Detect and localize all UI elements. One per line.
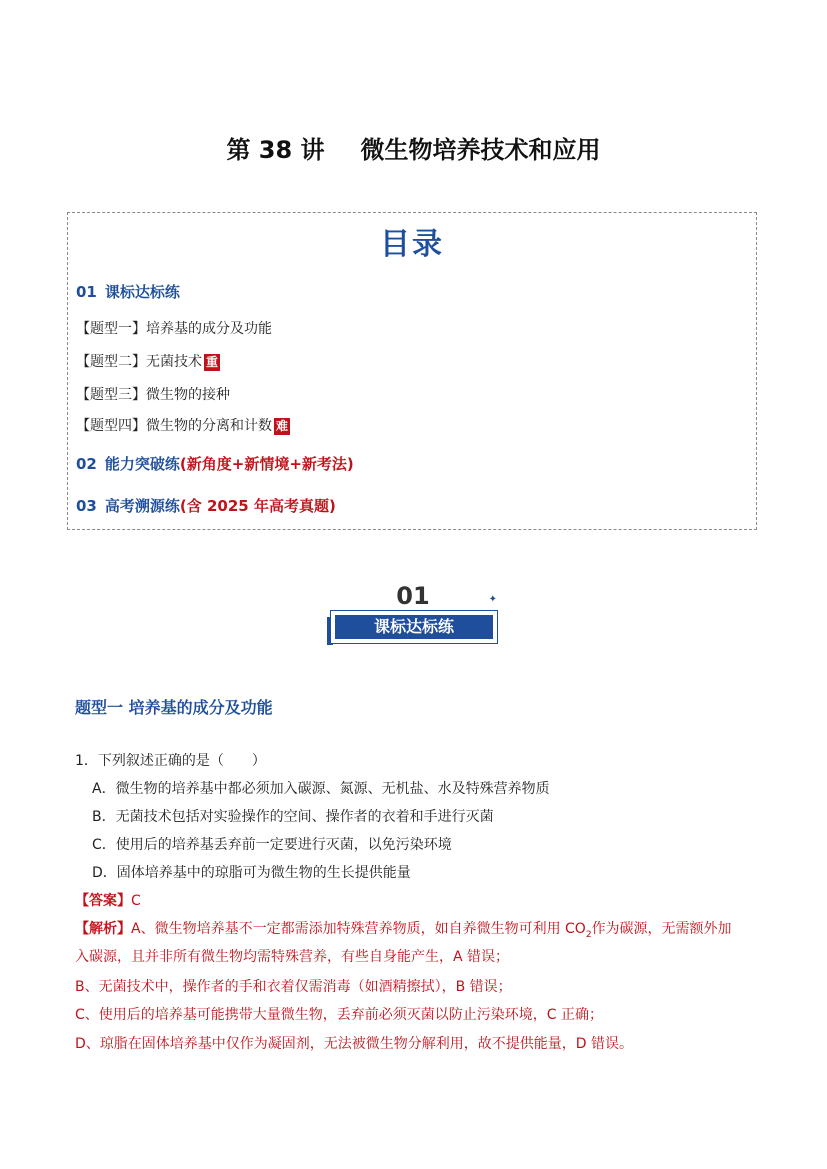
toc-section-2-label: 能力突破练 [104, 455, 180, 473]
toc-section-3-note: (含 2025 年高考真题) [179, 497, 336, 515]
analysis-line-2: 入碳源，且并非所有微生物均需特殊营养，有些自身能产生，A 错误； [75, 949, 510, 965]
toc-section-2-note: (新角度+新情境+新考法) [179, 455, 354, 473]
toc-item-label: 【题型三】微生物的接种 [76, 387, 230, 403]
sparkle-icon: ✦ [488, 594, 497, 605]
analysis-line-4: C、使用后的培养基可能携带大量微生物，丢弃前必须灭菌以防止污染环境，C 正确； [75, 1007, 603, 1023]
analysis-line-3: B、无菌技术中，操作者的手和衣着仅需消毒（如酒精擦拭），B 错误； [75, 979, 512, 995]
toc-item-1[interactable] [76, 318, 272, 338]
answer-value: C [131, 893, 141, 909]
toc-heading: 目录 [380, 227, 444, 262]
option-a: A．微生物的培养基中都必须加入碳源、氮源、无机盐、水及特殊营养物质 [92, 781, 550, 797]
section-badge-label: 课标达标练 [335, 615, 493, 639]
toc-section-1[interactable] [76, 281, 180, 302]
toc-item-label: 【题型四】微生物的分离和计数 [76, 418, 272, 434]
answer [75, 890, 141, 910]
option-c: C．使用后的培养基丢弃前一定要进行灭菌，以免污染环境 [92, 837, 452, 853]
option-b: B．无菌技术包括对实验操作的空间、操作者的衣着和手进行灭菌 [92, 809, 494, 825]
analysis-label: 【解析】 [75, 921, 131, 937]
analysis-line-5: D、琼脂在固体培养基中仅作为凝固剂，无法被微生物分解利用，故不提供能量，D 错误。 [75, 1036, 634, 1052]
toc-section-3-num: 03 [76, 497, 97, 515]
difficult-badge: 难 [276, 419, 289, 433]
lecture-topic: 微生物培养技术和应用 [360, 136, 601, 164]
key-point-badge: 重 [206, 355, 219, 369]
question-stem: 1．下列叙述正确的是（ ） [75, 753, 266, 769]
toc-section-3[interactable] [76, 495, 336, 516]
toc-item-label: 【题型二】无菌技术 [76, 354, 202, 370]
section-badge-number: 01 [396, 582, 430, 610]
table-of-contents [67, 212, 757, 530]
lecture-number: 第 38 讲 [226, 136, 325, 164]
section-badge-frame [330, 610, 498, 644]
toc-item-4[interactable] [76, 415, 290, 435]
toc-section-2[interactable] [76, 453, 354, 474]
toc-item-3[interactable] [76, 384, 230, 404]
page-title [0, 130, 827, 165]
question-type-heading: 题型一 培养基的成分及功能 [75, 698, 273, 717]
toc-item-label: 【题型一】培养基的成分及功能 [76, 321, 272, 337]
answer-label: 【答案】 [75, 893, 131, 909]
section-badge [327, 582, 499, 648]
toc-section-1-num: 01 [76, 283, 97, 301]
toc-item-2[interactable] [76, 351, 220, 371]
toc-section-2-num: 02 [76, 455, 97, 473]
analysis-line-1: 【解析】A、微生物培养基不一定都需添加特殊营养物质，如自养微生物可利用 $CO_2$作为碳源，无需额外加 [75, 921, 732, 940]
toc-section-1-label: 课标达标练 [104, 283, 180, 301]
option-d: D．固体培养基中的琼脂可为微生物的生长提供能量 [92, 865, 411, 881]
toc-section-3-label: 高考溯源练 [104, 497, 180, 515]
